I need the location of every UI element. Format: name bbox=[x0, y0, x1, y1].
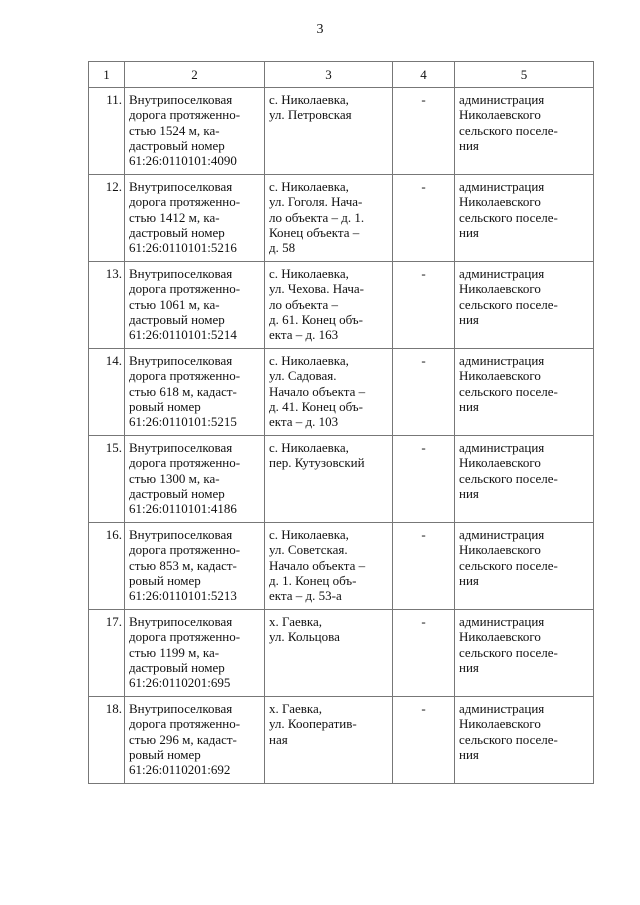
table-row bbox=[89, 175, 594, 262]
table-header-row bbox=[89, 62, 594, 88]
object-description: Внутрипоселковая дорога протяженно- стью 1524 м, ка- дастровый номер 61:26:0110101:4090 bbox=[125, 88, 265, 175]
row-number: 17. bbox=[89, 610, 125, 697]
object-description: Внутрипоселковая дорога протяженно- стью 853 м, кадаст- ровый номер 61:26:0110101:5213 bbox=[125, 523, 265, 610]
object-owner: администрация Николаевского сельского поселе- ния bbox=[455, 349, 594, 436]
table-row bbox=[89, 88, 594, 175]
object-description: Внутрипоселковая дорога протяженно- стью 296 м, кадаст- ровый номер 61:26:0110201:692 bbox=[125, 697, 265, 784]
object-owner: администрация Николаевского сельского поселе- ния bbox=[455, 436, 594, 523]
table-row bbox=[89, 436, 594, 523]
column-header-1: 1 bbox=[89, 62, 125, 88]
table-row bbox=[89, 697, 594, 784]
column-header-5: 5 bbox=[455, 62, 594, 88]
table-row bbox=[89, 349, 594, 436]
column-header-4: 4 bbox=[393, 62, 455, 88]
object-address: х. Гаевка, ул. Кольцова bbox=[265, 610, 393, 697]
object-address: с. Николаевка, ул. Петровская bbox=[265, 88, 393, 175]
row-number: 13. bbox=[89, 262, 125, 349]
object-address: с. Николаевка, ул. Чехова. Нача- ло объекта – д. 61. Конец объ- екта – д. 163 bbox=[265, 262, 393, 349]
column-header-2: 2 bbox=[125, 62, 265, 88]
row-number: 18. bbox=[89, 697, 125, 784]
property-registry-table bbox=[88, 61, 594, 784]
column-4-value: - bbox=[393, 175, 455, 262]
object-address: с. Николаевка, ул. Советская. Начало объекта – д. 1. Конец объ- екта – д. 53-а bbox=[265, 523, 393, 610]
column-4-value: - bbox=[393, 436, 455, 523]
object-owner: администрация Николаевского сельского поселе- ния bbox=[455, 262, 594, 349]
column-4-value: - bbox=[393, 349, 455, 436]
object-description: Внутрипоселковая дорога протяженно- стью 1061 м, ка- дастровый номер 61:26:0110101:5214 bbox=[125, 262, 265, 349]
column-4-value: - bbox=[393, 610, 455, 697]
row-number: 12. bbox=[89, 175, 125, 262]
page-number: 3 bbox=[316, 22, 324, 37]
table-row bbox=[89, 262, 594, 349]
object-owner: администрация Николаевского сельского поселе- ния bbox=[455, 523, 594, 610]
column-header-3: 3 bbox=[265, 62, 393, 88]
table-row bbox=[89, 523, 594, 610]
object-owner: администрация Николаевского сельского поселе- ния bbox=[455, 88, 594, 175]
table-row bbox=[89, 610, 594, 697]
column-4-value: - bbox=[393, 262, 455, 349]
column-4-value: - bbox=[393, 697, 455, 784]
object-owner: администрация Николаевского сельского поселе- ния bbox=[455, 697, 594, 784]
object-description: Внутрипоселковая дорога протяженно- стью 1412 м, ка- дастровый номер 61:26:0110101:5216 bbox=[125, 175, 265, 262]
row-number: 14. bbox=[89, 349, 125, 436]
object-address: х. Гаевка, ул. Кооператив- ная bbox=[265, 697, 393, 784]
column-4-value: - bbox=[393, 523, 455, 610]
object-address: с. Николаевка, пер. Кутузовский bbox=[265, 436, 393, 523]
row-number: 15. bbox=[89, 436, 125, 523]
column-4-value: - bbox=[393, 88, 455, 175]
object-owner: администрация Николаевского сельского поселе- ния bbox=[455, 610, 594, 697]
row-number: 11. bbox=[89, 88, 125, 175]
object-owner: администрация Николаевского сельского поселе- ния bbox=[455, 175, 594, 262]
object-address: с. Николаевка, ул. Гоголя. Нача- ло объекта – д. 1. Конец объекта – д. 58 bbox=[265, 175, 393, 262]
object-address: с. Николаевка, ул. Садовая. Начало объекта – д. 41. Конец объ- екта – д. 103 bbox=[265, 349, 393, 436]
row-number: 16. bbox=[89, 523, 125, 610]
object-description: Внутрипоселковая дорога протяженно- стью 1199 м, ка- дастровый номер 61:26:0110201:695 bbox=[125, 610, 265, 697]
object-description: Внутрипоселковая дорога протяженно- стью 618 м, кадаст- ровый номер 61:26:0110101:5215 bbox=[125, 349, 265, 436]
object-description: Внутрипоселковая дорога протяженно- стью 1300 м, ка- дастровый номер 61:26:0110101:4186 bbox=[125, 436, 265, 523]
